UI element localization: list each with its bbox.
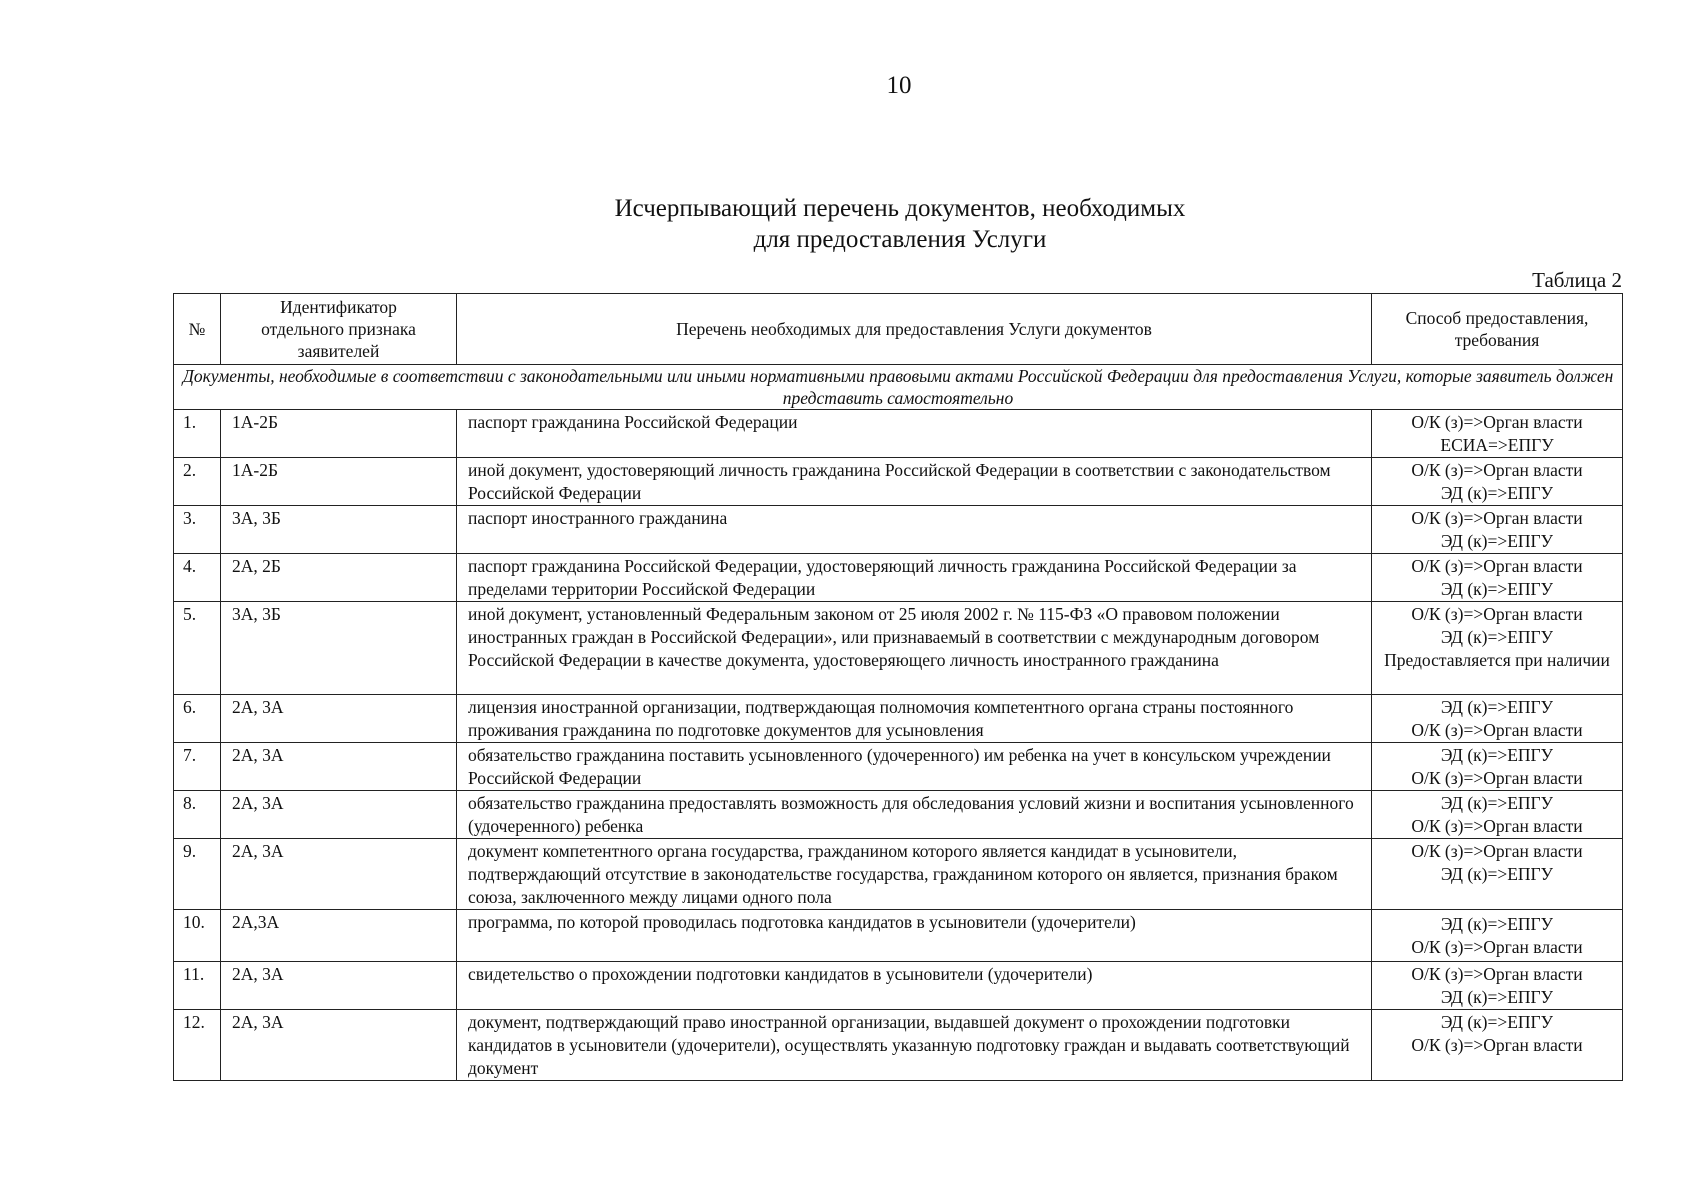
row-document: паспорт гражданина Российской Федерации, удостоверяющий личность гражданина Российской Федерации за пределами территории Российской Федерации	[457, 554, 1372, 602]
row-submission-method	[1372, 743, 1623, 791]
submission-method-line: О/К (з)=>Орган власти	[1411, 964, 1583, 984]
submission-method-line: Предоставляется при наличии	[1384, 650, 1610, 670]
row-number: 7.	[174, 743, 221, 791]
page-number: 10	[886, 72, 912, 99]
submission-method-line: О/К (з)=>Орган власти	[1411, 720, 1583, 740]
row-applicant-identifier: 1А-2Б	[221, 410, 457, 458]
table-row	[174, 554, 1623, 602]
row-submission-method	[1372, 602, 1623, 695]
row-submission-method	[1372, 506, 1623, 554]
row-applicant-identifier: 2А, 3А	[221, 743, 457, 791]
submission-method-line: ЭД (к)=>ЕПГУ	[1440, 745, 1554, 765]
submission-method-line: О/К (з)=>Орган власти	[1411, 841, 1583, 861]
row-submission-method	[1372, 791, 1623, 839]
row-number: 12.	[174, 1010, 221, 1081]
row-applicant-identifier: 2А, 3А	[221, 695, 457, 743]
table-row	[174, 791, 1623, 839]
table-row	[174, 839, 1623, 910]
submission-method-line: О/К (з)=>Орган власти	[1411, 816, 1583, 836]
row-applicant-identifier: 2А, 2Б	[221, 554, 457, 602]
row-number: 11.	[174, 962, 221, 1010]
submission-method-line: О/К (з)=>Орган власти	[1411, 460, 1583, 480]
submission-method-line: ЕСИА=>ЕПГУ	[1440, 435, 1554, 455]
row-document: обязательство гражданина поставить усыновленного (удочеренного) им ребенка на учет в консульском учреждении Российской Федерации	[457, 743, 1372, 791]
row-applicant-identifier: 2А,3А	[221, 910, 457, 962]
row-submission-method	[1372, 1010, 1623, 1081]
row-applicant-identifier: 1А-2Б	[221, 458, 457, 506]
section-title: Документы, необходимые в соответствии с законодательными или иными нормативными правовыми актами Российской Федерации для предоставления Услуги, которые заявитель должен представить самостоятельно	[174, 365, 1623, 410]
header-document-list: Перечень необходимых для предоставления Услуги документов	[457, 294, 1372, 365]
document-title-line-2: для предоставления Услуги	[753, 226, 1047, 253]
submission-method-line: О/К (з)=>Орган власти	[1411, 508, 1583, 528]
submission-method-line: О/К (з)=>Орган власти	[1411, 1035, 1583, 1055]
row-document: свидетельство о прохождении подготовки кандидатов в усыновители (удочерители)	[457, 962, 1372, 1010]
documents-table	[173, 293, 1623, 1081]
row-number: 5.	[174, 602, 221, 695]
table-row	[174, 506, 1623, 554]
table-row	[174, 743, 1623, 791]
submission-method-line: О/К (з)=>Орган власти	[1411, 937, 1583, 957]
table-row	[174, 962, 1623, 1010]
submission-method-line: О/К (з)=>Орган власти	[1411, 604, 1583, 624]
submission-method-line: О/К (з)=>Орган власти	[1411, 556, 1583, 576]
document-title	[400, 193, 1400, 255]
row-applicant-identifier: 2А, 3А	[221, 791, 457, 839]
submission-method-line: О/К (з)=>Орган власти	[1411, 768, 1583, 788]
row-number: 1.	[174, 410, 221, 458]
row-number: 3.	[174, 506, 221, 554]
table-caption: Таблица 2	[1532, 268, 1622, 292]
row-submission-method	[1372, 410, 1623, 458]
row-document: паспорт иностранного гражданина	[457, 506, 1372, 554]
row-document: иной документ, установленный Федеральным законом от 25 июля 2002 г. № 115-ФЗ «О правовом положении иностранных граждан в Российской Федерации», или признаваемый в соответствии с международным договором Российской Федерации в качестве документа, удостоверяющего личность иностранного гражданина	[457, 602, 1372, 695]
table-row	[174, 602, 1623, 695]
row-submission-method	[1372, 962, 1623, 1010]
row-applicant-identifier: 2А, 3А	[221, 962, 457, 1010]
row-number: 6.	[174, 695, 221, 743]
table-row	[174, 410, 1623, 458]
section-row	[174, 365, 1623, 410]
row-number: 9.	[174, 839, 221, 910]
row-document: иной документ, удостоверяющий личность гражданина Российской Федерации в соответствии с законодательством Российской Федерации	[457, 458, 1372, 506]
row-submission-method	[1372, 554, 1623, 602]
table-row	[174, 458, 1623, 506]
row-submission-method	[1372, 839, 1623, 910]
row-submission-method	[1372, 695, 1623, 743]
table-body	[174, 365, 1623, 1081]
row-submission-method	[1372, 910, 1623, 962]
submission-method-line: ЭД (к)=>ЕПГУ	[1440, 864, 1554, 884]
table-row	[174, 910, 1623, 962]
header-submission-method: Способ предоставления, требования	[1372, 294, 1623, 365]
row-document: документ компетентного органа государства, гражданином которого является кандидат в усыновители, подтверждающий отсутствие в законодательстве государства, гражданином которого он является, признания браком союза, заключенного между лицами одного пола	[457, 839, 1372, 910]
row-number: 10.	[174, 910, 221, 962]
submission-method-line: ЭД (к)=>ЕПГУ	[1440, 914, 1554, 934]
row-applicant-identifier: 3А, 3Б	[221, 506, 457, 554]
submission-method-line: ЭД (к)=>ЕПГУ	[1440, 531, 1554, 551]
row-number: 8.	[174, 791, 221, 839]
row-submission-method	[1372, 458, 1623, 506]
submission-method-line: ЭД (к)=>ЕПГУ	[1440, 627, 1554, 647]
header-applicant-identifier: Идентификатор отдельного признака заявителей	[221, 294, 457, 365]
document-title-line-1: Исчерпывающий перечень документов, необходимых	[614, 195, 1186, 222]
submission-method-line: ЭД (к)=>ЕПГУ	[1440, 579, 1554, 599]
submission-method-line: ЭД (к)=>ЕПГУ	[1440, 1012, 1554, 1032]
row-document: документ, подтверждающий право иностранной организации, выдавшей документ о прохождении подготовки кандидатов в усыновители (удочерители), осуществлять указанную подготовку граждан и выдавать соответствующий документ	[457, 1010, 1372, 1081]
table-row	[174, 1010, 1623, 1081]
header-number: №	[174, 294, 221, 365]
submission-method-line: ЭД (к)=>ЕПГУ	[1440, 793, 1554, 813]
submission-method-line: О/К (з)=>Орган власти	[1411, 412, 1583, 432]
row-document: паспорт гражданина Российской Федерации	[457, 410, 1372, 458]
row-document: обязательство гражданина предоставлять возможность для обследования условий жизни и воспитания усыновленного (удочеренного) ребенка	[457, 791, 1372, 839]
row-number: 2.	[174, 458, 221, 506]
row-applicant-identifier: 3А, 3Б	[221, 602, 457, 695]
table-row	[174, 695, 1623, 743]
submission-method-line: ЭД (к)=>ЕПГУ	[1440, 697, 1554, 717]
row-number: 4.	[174, 554, 221, 602]
submission-method-line: ЭД (к)=>ЕПГУ	[1440, 483, 1554, 503]
row-document: программа, по которой проводилась подготовка кандидатов в усыновители (удочерители)	[457, 910, 1372, 962]
row-document: лицензия иностранной организации, подтверждающая полномочия компетентного органа страны постоянного проживания гражданина по подготовке документов для усыновления	[457, 695, 1372, 743]
table-header-row	[174, 294, 1623, 365]
row-applicant-identifier: 2А, 3А	[221, 839, 457, 910]
submission-method-line: ЭД (к)=>ЕПГУ	[1440, 987, 1554, 1007]
row-applicant-identifier: 2А, 3А	[221, 1010, 457, 1081]
